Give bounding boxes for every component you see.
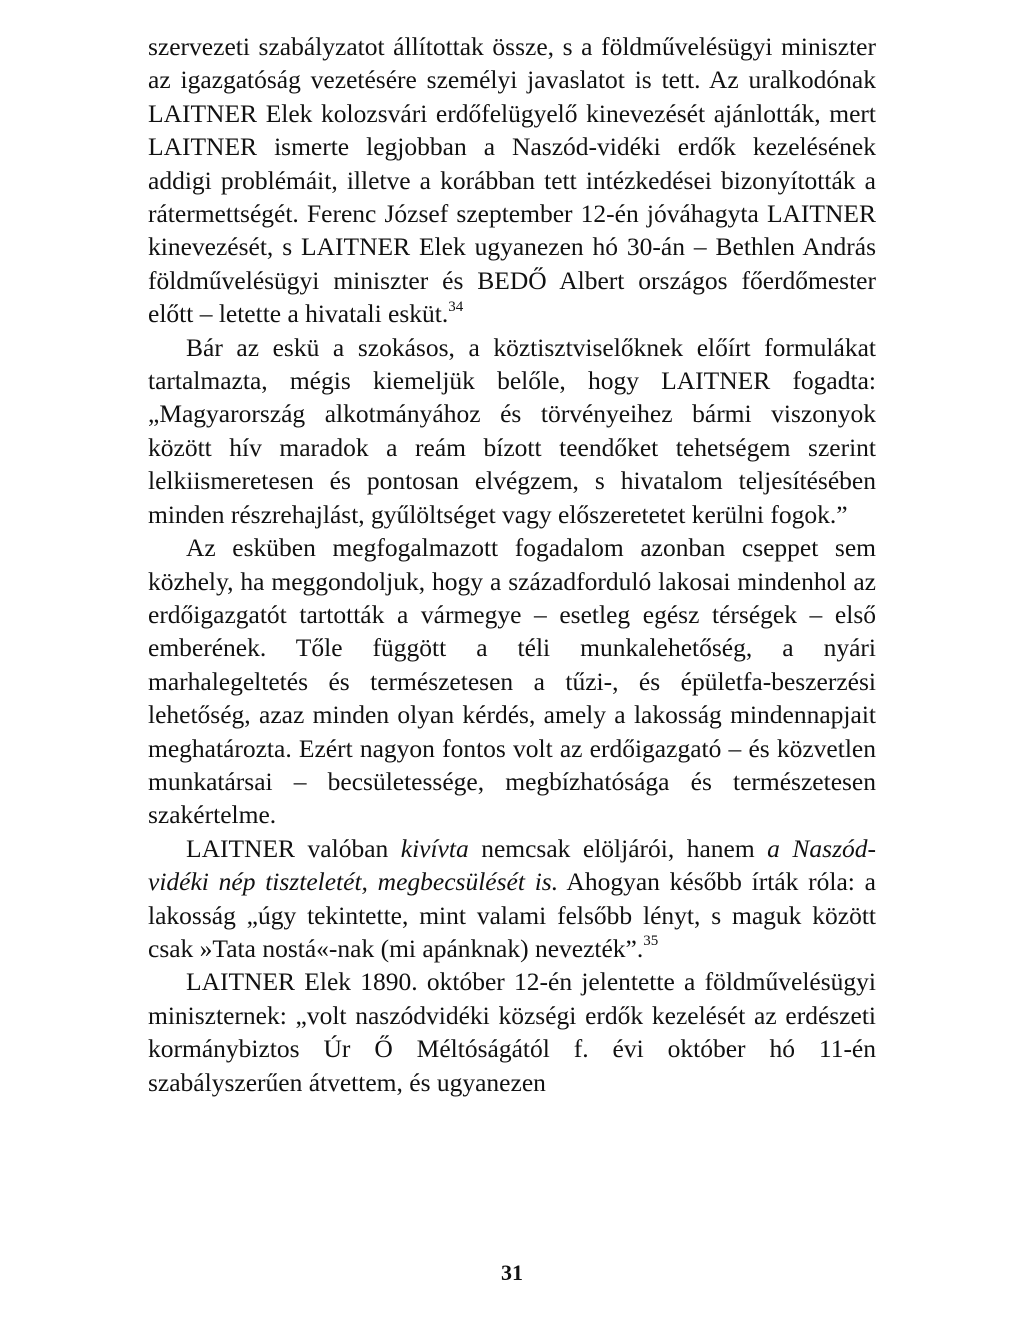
paragraph-3-text: Az esküben megfogalmazott fogadalom azonban cseppet sem közhely, ha meggondoljuk, hogy a századforduló lakosai mindenhol az erdőigazgatót tartották a vármegye – esetleg egész térségek – első emberének. Tőle függött a téli munkalehetőség, a nyári marhalegeltetés és természetesen a tűzi-, és épületfa-beszerzési lehetőség, azaz minden olyan kérdés, amely a lakosság mindennapjait meghatározta. Ezért nagyon fontos volt az erdőigazgató – és közvetlen munkatársai – becsületessége, megbízhatósága és természetesen szakértelme. <box>148 533 876 830</box>
paragraph-1-text: szervezeti szabályzatot állítottak össze, s a földművelésügyi miniszter az igazgatóság vezetésére személyi javaslatot is tett. Az uralkodónak LAITNER Elek kolozsvári erdőfelügyelő kinevezését ajánlották, mert LAITNER ismerte legjobban a Naszód-vidéki erdők kezelésének addigi problémáit, illetve a korábban tett intézkedései bizonyították a rátermettségét. Ferenc József szeptember 12-én jóváhagyta LAITNER kinevezését, s LAITNER Elek ugyanezen hó 30-án – Bethlen András földművelésügyi miniszter és BEDŐ Albert országos főerdőmester előtt – letette a hivatali esküt. <box>148 32 876 329</box>
paragraph-4 <box>148 832 876 966</box>
footnote-ref-34[interactable]: 34 <box>448 298 464 315</box>
paragraph-2-text: Bár az eskü a szokásos, a köztisztviselőknek előírt formulákat tartalmazta, mégis kiemeljük belőle, hogy LAITNER fogadta: „Magyarország alkotmányához és törvényeihez bármi viszonyok között hív maradok a reám bízott teendőket tehetségem szerint lelkiismeretesen és pontosan elvégzem, s hivatalom teljesítésében minden részrehajlást, gyűlöltséget vagy előszeretetet kerülni fogok.” <box>148 332 876 529</box>
paragraph-4-text-c: Ahogyan később írták róla: a lakosság „úgy tekintette, mint valami felsőbb lényt, s maguk között csak »Tata nostá«-nak (mi apánknak) nevezték”. <box>148 867 876 963</box>
paragraph-4-italic-b: a Naszód-vidéki nép tiszteletét, megbecsülését is. <box>148 833 876 897</box>
paragraph-4-italic-a: kivívta <box>400 833 469 863</box>
paragraph-4-text-b: nemcsak elöljárói, hanem <box>468 833 768 863</box>
paragraph-5-text: LAITNER Elek 1890. október 12-én jelentette a földművelésügyi miniszternek: „volt naszódvidéki községi erdők kezelését az erdészeti kormánybiztos Úr Ő Méltóságától f. évi október hó 11-én szabályszerűen átvettem, és ugyanezen <box>148 967 876 1097</box>
page-number: 31 <box>501 1260 523 1285</box>
paragraph-4-text-a: LAITNER valóban <box>186 833 401 863</box>
paragraph-5 <box>148 965 876 1099</box>
paragraph-1 <box>148 30 876 331</box>
page-body <box>148 30 876 1099</box>
paragraph-3 <box>148 531 876 832</box>
paragraph-2 <box>148 331 876 531</box>
footnote-ref-35[interactable]: 35 <box>643 933 659 950</box>
